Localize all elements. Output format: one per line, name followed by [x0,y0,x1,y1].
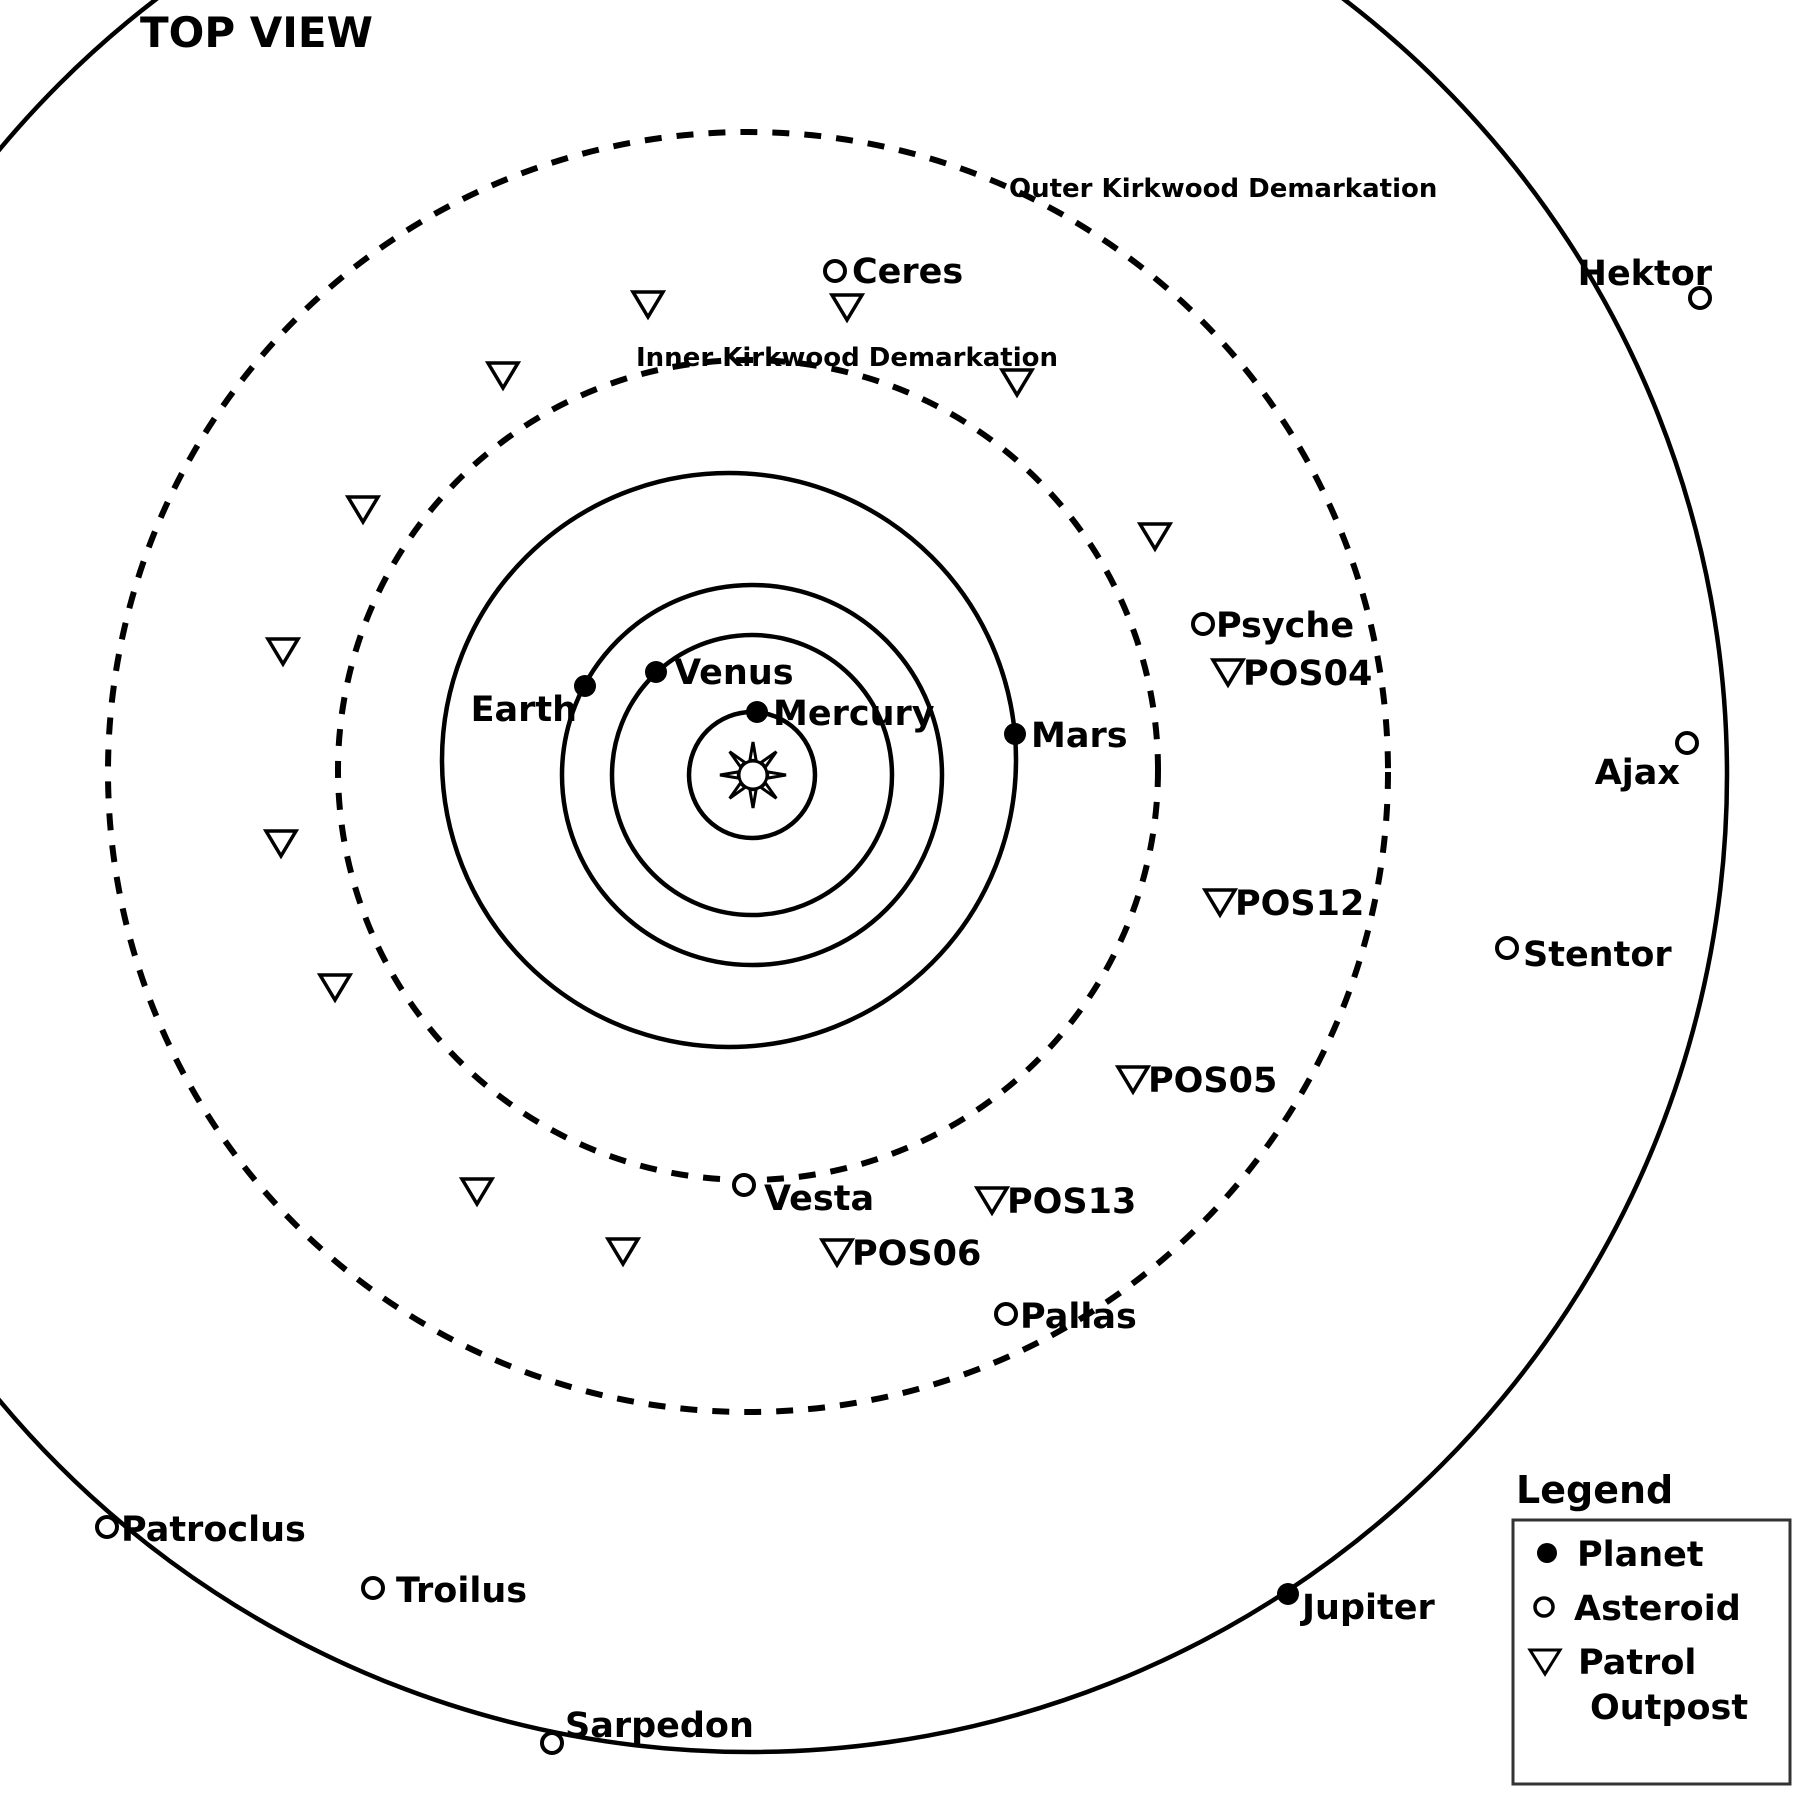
objects-layer [97,252,1713,1753]
outpost-outpost-3-triangle [488,363,518,388]
outpost-outpost-9-triangle [320,975,350,1000]
stentor-label: Stentor [1523,935,1672,975]
planet-jupiter-dot [1277,1583,1299,1605]
patroclus-label: Patroclus [121,1510,306,1550]
legend-asteroid-icon [1535,1598,1553,1616]
venus-label: Venus [674,653,794,693]
asteroid-stentor-circle [1497,938,1517,958]
pos12-label: POS12 [1235,884,1365,924]
asteroid-vesta-circle [734,1175,754,1195]
inner-kirkwood-label: Inner Kirkwood Demarkation [636,343,1059,373]
legend-asteroid-label: Asteroid [1574,1589,1741,1629]
asteroid-troilus-circle [363,1578,383,1598]
pos04-label: POS04 [1243,654,1373,694]
planet-venus-dot [645,661,667,683]
psyche-label: Psyche [1216,606,1355,646]
hektor-label: Hektor [1577,254,1712,294]
planet-mars-dot [1004,723,1026,745]
outpost-outpost-7-triangle [268,639,298,664]
sun-core [739,761,767,789]
outpost-pos04-triangle [1213,660,1243,685]
outpost-outpost-10-triangle [462,1179,492,1204]
vesta-label: Vesta [764,1179,875,1219]
legend-title: Legend [1516,1468,1674,1512]
outpost-outpost-2-triangle [832,295,862,320]
asteroid-psyche-circle [1193,614,1213,634]
page-title: TOP VIEW [140,8,373,57]
pos06-label: POS06 [852,1234,982,1274]
pos13-label: POS13 [1007,1182,1137,1222]
annotations-layer [140,8,1437,373]
mercury-label: Mercury [773,694,935,734]
earth-label: Earth [470,690,577,730]
outpost-outpost-11-triangle [608,1239,638,1264]
ajax-label: Ajax [1594,753,1680,793]
outpost-outpost-8-triangle [266,831,296,856]
asteroid-ceres-circle [825,261,845,281]
jupiter-label: Jupiter [1302,1588,1435,1628]
asteroid-patroclus-circle [97,1517,117,1537]
sun-icon [720,742,786,808]
sun-ray [750,790,756,808]
outpost-outpost-6-triangle [1140,524,1170,549]
outer-kirkwood-label: Outer Kirkwood Demarkation [1009,174,1438,204]
outpost-outpost-1-triangle [633,292,663,317]
legend-patrol-label: Patrol [1578,1643,1697,1683]
sun-ray [720,772,738,778]
legend-outpost-label: Outpost [1590,1688,1749,1728]
outpost-pos05-triangle [1118,1067,1148,1092]
legend-planet-icon [1537,1543,1557,1563]
planet-earth-dot [574,675,596,697]
outpost-outpost-5-triangle [348,497,378,522]
asteroid-sarpedon-circle [542,1733,562,1753]
mars-label: Mars [1031,716,1128,756]
legend [1513,1468,1790,1784]
planet-mercury-dot [746,701,768,723]
ceres-label: Ceres [852,252,964,292]
outpost-pos12-triangle [1205,890,1235,915]
pos05-label: POS05 [1148,1061,1278,1101]
legend-planet-label: Planet [1577,1535,1704,1575]
asteroid-pallas-circle [996,1304,1016,1324]
mars-orbit [442,473,1016,1047]
sun-ray [768,772,786,778]
troilus-label: Troilus [396,1571,528,1611]
sun-ray [750,742,756,760]
outpost-outpost-4-triangle [1002,370,1032,395]
sarpedon-label: Sarpedon [565,1706,754,1746]
asteroid-ajax-circle [1677,733,1697,753]
outpost-pos13-triangle [977,1188,1007,1213]
outpost-pos06-triangle [822,1240,852,1265]
legend-outpost-icon [1530,1650,1560,1674]
pallas-label: Pallas [1020,1297,1137,1337]
